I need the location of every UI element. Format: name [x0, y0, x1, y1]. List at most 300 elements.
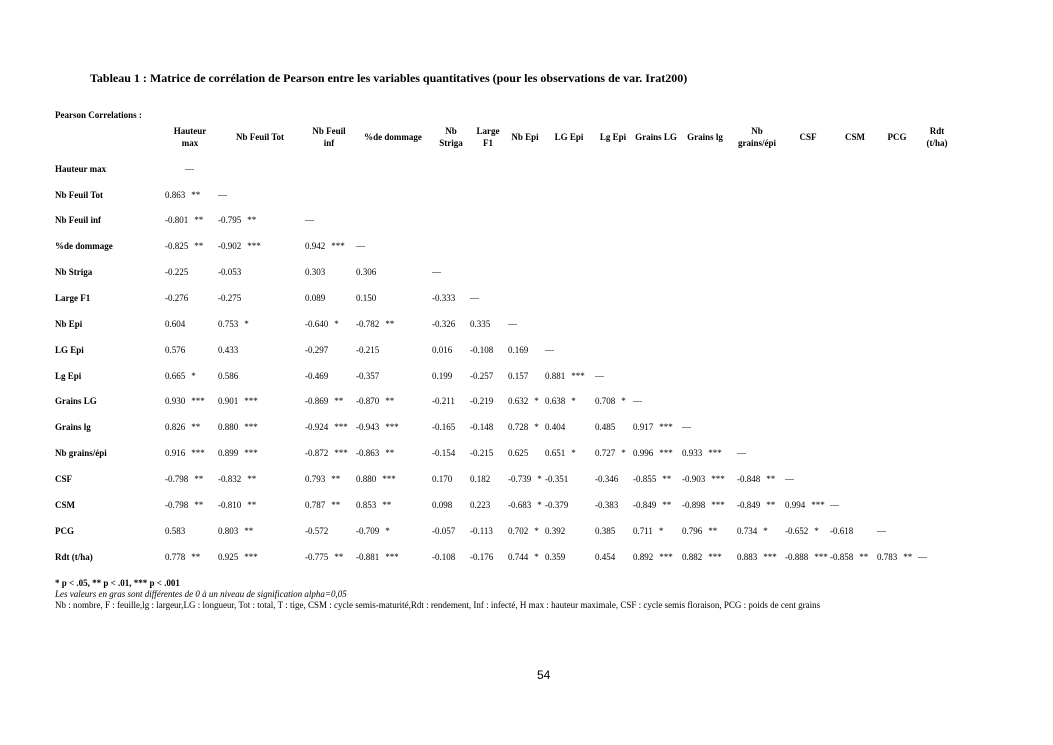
correlation-value: -0.898	[682, 500, 706, 510]
correlation-value: 0.882	[682, 552, 703, 562]
correlation-value: 0.916	[165, 448, 186, 458]
matrix-cell	[508, 526, 539, 536]
correlation-value: —	[737, 448, 746, 458]
correlation-value: -0.832	[218, 474, 242, 484]
column-header: Nb Striga	[439, 126, 463, 148]
correlation-value: —	[185, 164, 194, 174]
correlation-value: -0.346	[595, 474, 619, 484]
page-number: 54	[537, 668, 551, 682]
column-header: CSM	[845, 132, 865, 142]
matrix-cell	[633, 474, 671, 484]
significance-stars: *	[537, 500, 542, 510]
matrix-cell	[432, 371, 452, 381]
matrix-cell	[545, 396, 576, 406]
matrix-cell	[165, 345, 185, 355]
significance-stars: ***	[382, 474, 396, 484]
matrix-cell	[305, 500, 340, 510]
correlation-value: 0.778	[165, 552, 186, 562]
significance-stars: **	[903, 552, 913, 562]
correlation-value: 0.727	[595, 448, 616, 458]
correlation-value: 0.933	[682, 448, 703, 458]
matrix-cell	[633, 396, 642, 406]
matrix-cell	[218, 241, 261, 251]
significance-stars: ***	[659, 422, 673, 432]
matrix-cell	[218, 345, 238, 355]
matrix-cell	[633, 422, 673, 432]
correlation-value: -0.053	[218, 267, 242, 277]
correlation-value: -0.849	[737, 500, 761, 510]
correlation-value: —	[356, 241, 365, 251]
correlation-value: -0.798	[165, 500, 189, 510]
correlation-value: -0.801	[165, 215, 189, 225]
matrix-cell	[737, 526, 768, 536]
matrix-cell	[595, 500, 618, 510]
significance-stars: ***	[244, 552, 258, 562]
correlation-value: -0.326	[432, 319, 456, 329]
matrix-cell	[508, 371, 528, 381]
correlation-value: 0.359	[545, 552, 566, 562]
matrix-cell	[218, 319, 249, 329]
significance-stars: **	[385, 396, 395, 406]
matrix-cell	[545, 448, 576, 458]
significance-stars: ***	[385, 422, 399, 432]
column-header: Lg Epi	[599, 132, 627, 142]
significance-stars: **	[194, 500, 204, 510]
correlation-value: 0.901	[218, 396, 239, 406]
correlation-value: -0.782	[356, 319, 380, 329]
significance-stars: **	[194, 215, 204, 225]
matrix-cell	[595, 422, 615, 432]
matrix-cell	[432, 500, 452, 510]
bold-values-note: Les valeurs en gras sont différentes de 0 à un niveau de signification alpha=0,05	[55, 589, 347, 599]
matrix-cell	[545, 345, 554, 355]
matrix-cell	[633, 500, 671, 510]
matrix-cell	[305, 526, 328, 536]
matrix-cell	[682, 500, 725, 510]
significance-stars: *	[534, 552, 539, 562]
correlation-value: -0.739	[508, 474, 532, 484]
correlation-value: -0.640	[305, 319, 329, 329]
matrix-cell	[682, 526, 717, 536]
matrix-cell	[830, 500, 839, 510]
correlation-value: -0.869	[305, 396, 329, 406]
correlation-value: 0.925	[218, 552, 239, 562]
correlation-value: —	[682, 422, 691, 432]
correlation-value: 0.169	[508, 345, 529, 355]
correlation-value: -0.652	[785, 526, 809, 536]
matrix-cell	[165, 526, 185, 536]
matrix-cell	[165, 552, 200, 562]
correlation-value: -0.709	[356, 526, 380, 536]
matrix-cell	[432, 552, 455, 562]
correlation-value: 0.942	[305, 241, 326, 251]
correlation-value: 0.485	[595, 422, 616, 432]
matrix-cell	[218, 267, 241, 277]
significance-stars: ***	[334, 448, 348, 458]
significance-stars: **	[334, 396, 344, 406]
section-label: Pearson Correlations :	[55, 110, 142, 120]
matrix-cell	[545, 526, 565, 536]
row-label: Nb grains/épi	[55, 448, 107, 458]
correlation-value: -0.276	[165, 293, 189, 303]
significance-stars: ***	[814, 552, 828, 562]
matrix-cell	[432, 345, 452, 355]
matrix-cell	[356, 345, 379, 355]
matrix-cell	[877, 526, 886, 536]
matrix-cell	[165, 267, 188, 277]
column-header: Rdt (t/ha)	[926, 126, 948, 148]
significance-stars: *	[571, 448, 576, 458]
column-header: Nb Feuil inf	[312, 126, 346, 148]
significance-stars: *	[534, 422, 539, 432]
matrix-cell	[165, 293, 188, 303]
matrix-cell	[305, 267, 325, 277]
matrix-cell	[633, 448, 673, 458]
matrix-cell	[595, 448, 626, 458]
correlation-value: —	[830, 500, 839, 510]
row-label: Large F1	[55, 293, 91, 303]
matrix-cell	[165, 241, 203, 251]
significance-stars: **	[244, 526, 254, 536]
matrix-cell	[682, 448, 722, 458]
matrix-cell	[830, 526, 853, 536]
correlation-value: -0.618	[830, 526, 854, 536]
matrix-cell	[165, 500, 203, 510]
significance-stars: **	[766, 500, 776, 510]
matrix-cell	[305, 345, 328, 355]
matrix-cell	[470, 552, 493, 562]
correlation-value: 0.930	[165, 396, 186, 406]
significance-stars: ***	[711, 500, 725, 510]
correlation-value: 0.604	[165, 319, 186, 329]
correlation-value: -0.902	[218, 241, 242, 251]
matrix-cell	[470, 448, 493, 458]
matrix-cell	[470, 422, 493, 432]
matrix-cell	[165, 319, 185, 329]
matrix-cell	[785, 474, 794, 484]
matrix-cell	[432, 267, 441, 277]
correlation-value: -0.775	[305, 552, 329, 562]
matrix-cell	[165, 215, 203, 225]
correlation-value: 0.708	[595, 396, 616, 406]
matrix-cell	[305, 422, 348, 432]
significance-stars: **	[859, 552, 869, 562]
matrix-cell	[633, 526, 663, 536]
matrix-cell	[305, 552, 343, 562]
matrix-cell	[305, 293, 325, 303]
matrix-cell	[785, 500, 825, 510]
correlation-value: 0.016	[432, 345, 453, 355]
significance-stars: ***	[763, 552, 777, 562]
correlation-value: -0.379	[545, 500, 569, 510]
matrix-cell	[508, 345, 528, 355]
correlation-value: 0.853	[356, 500, 377, 510]
matrix-cell	[165, 448, 205, 458]
significance-stars: ***	[571, 371, 585, 381]
correlation-value: —	[785, 474, 794, 484]
matrix-cell	[218, 293, 241, 303]
correlation-value: -0.257	[470, 371, 494, 381]
matrix-cell	[218, 448, 258, 458]
significance-stars: ***	[191, 396, 205, 406]
matrix-cell	[470, 319, 490, 329]
significance-stars: **	[382, 500, 392, 510]
matrix-cell	[595, 526, 615, 536]
matrix-cell	[218, 422, 258, 432]
correlation-value: -0.683	[508, 500, 532, 510]
correlation-value: 0.303	[305, 267, 326, 277]
matrix-cell	[545, 422, 565, 432]
correlation-value: 0.880	[218, 422, 239, 432]
matrix-cell	[545, 474, 568, 484]
significance-stars: ***	[244, 396, 258, 406]
correlation-value: 0.728	[508, 422, 529, 432]
matrix-cell	[737, 474, 775, 484]
significance-stars: **	[191, 422, 201, 432]
matrix-cell	[918, 552, 927, 562]
correlation-value: 0.586	[218, 371, 239, 381]
correlation-value: -0.215	[356, 345, 380, 355]
row-label: %de dommage	[55, 241, 113, 251]
correlation-value: -0.858	[830, 552, 854, 562]
correlation-value: —	[918, 552, 927, 562]
matrix-cell	[470, 474, 490, 484]
matrix-cell	[218, 190, 227, 200]
correlation-value: -0.297	[305, 345, 329, 355]
matrix-cell	[305, 474, 340, 484]
correlation-value: 0.223	[470, 500, 491, 510]
matrix-cell	[165, 190, 200, 200]
row-label: Nb Feuil Tot	[55, 190, 104, 200]
correlation-value: 0.744	[508, 552, 529, 562]
significance-stars: *	[191, 371, 196, 381]
matrix-cell	[356, 396, 394, 406]
correlation-value: 0.711	[633, 526, 653, 536]
matrix-cell	[737, 552, 777, 562]
significance-stars: ***	[244, 422, 258, 432]
matrix-cell	[595, 474, 618, 484]
correlation-value: -0.798	[165, 474, 189, 484]
correlation-value: -0.943	[356, 422, 380, 432]
matrix-cell	[356, 293, 376, 303]
correlation-value: 0.826	[165, 422, 186, 432]
correlation-value: 0.753	[218, 319, 239, 329]
matrix-cell	[218, 526, 253, 536]
correlation-value: —	[432, 267, 441, 277]
matrix-cell	[432, 474, 452, 484]
correlation-value: -0.108	[470, 345, 494, 355]
correlation-value: -0.108	[432, 552, 456, 562]
significance-stars: **	[385, 319, 395, 329]
matrix-cell	[508, 552, 539, 562]
correlation-value: 0.787	[305, 500, 326, 510]
correlation-value: -0.795	[218, 215, 242, 225]
significance-stars: **	[708, 526, 718, 536]
correlation-value: -0.215	[470, 448, 494, 458]
correlation-value: —	[633, 396, 642, 406]
matrix-cell	[356, 422, 399, 432]
correlation-value: 0.638	[545, 396, 566, 406]
matrix-cell	[305, 371, 328, 381]
significance-stars: ***	[385, 552, 399, 562]
significance-stars: ***	[247, 241, 261, 251]
significance-stars: **	[334, 552, 344, 562]
matrix-cell	[737, 500, 775, 510]
significance-stars: **	[247, 500, 257, 510]
matrix-cell	[595, 371, 604, 381]
correlation-value: -0.057	[432, 526, 456, 536]
correlation-value: 0.306	[356, 267, 377, 277]
correlation-value: 0.783	[877, 552, 898, 562]
table-notes	[55, 578, 820, 611]
correlation-value: 0.881	[545, 371, 566, 381]
row-label: CSF	[55, 474, 73, 484]
matrix-cell	[218, 371, 238, 381]
significance-stars: **	[662, 500, 672, 510]
matrix-cell	[356, 241, 365, 251]
correlation-value: 0.454	[595, 552, 616, 562]
correlation-value: -0.572	[305, 526, 329, 536]
row-label: LG Epi	[55, 345, 84, 355]
column-header: Nb Epi	[511, 132, 539, 142]
correlation-value: 0.625	[508, 448, 529, 458]
correlation-value: —	[508, 319, 517, 329]
correlation-value: 0.632	[508, 396, 529, 406]
matrix-cell	[633, 552, 673, 562]
matrix-cell	[432, 526, 455, 536]
matrix-cell	[432, 448, 455, 458]
row-label: Hauteur max	[55, 164, 107, 174]
correlation-value: —	[470, 293, 479, 303]
significance-stars: ***	[811, 500, 825, 510]
significance-stars: **	[385, 448, 395, 458]
matrix-cell	[356, 319, 394, 329]
significance-stars: ***	[191, 448, 205, 458]
significance-stars: *	[658, 526, 664, 536]
matrix-cell	[218, 500, 256, 510]
matrix-cell	[508, 448, 528, 458]
matrix-cell	[356, 371, 379, 381]
matrix-cell	[356, 474, 396, 484]
column-header: CSF	[799, 132, 817, 142]
matrix-cell	[470, 371, 493, 381]
row-label: Grains LG	[55, 396, 97, 406]
row-label: Nb Feuil inf	[55, 215, 102, 225]
matrix-cell	[508, 422, 539, 432]
correlation-value: 0.892	[633, 552, 654, 562]
matrix-cell	[508, 396, 539, 406]
row-label: PCG	[55, 526, 74, 536]
correlation-value: 0.182	[470, 474, 491, 484]
correlation-value: 0.917	[633, 422, 654, 432]
significance-stars: *	[814, 526, 819, 536]
correlation-value: -0.154	[432, 448, 456, 458]
column-header: Nb Feuil Tot	[235, 132, 285, 142]
correlation-value: -0.357	[356, 371, 380, 381]
matrix-cell	[877, 552, 912, 562]
correlation-value: -0.165	[432, 422, 456, 432]
significance-stars: ***	[659, 448, 673, 458]
significance-stars: ***	[334, 422, 348, 432]
matrix-cell	[305, 241, 345, 251]
correlation-value: -0.848	[737, 474, 761, 484]
matrix-cell	[218, 396, 258, 406]
matrix-cell	[508, 319, 517, 329]
matrix-cell	[830, 552, 868, 562]
column-header: %de dommage	[364, 132, 422, 142]
matrix-cell	[785, 552, 828, 562]
matrix-cell	[508, 500, 542, 510]
significance-stars: *	[571, 396, 576, 406]
correlation-value: -0.881	[356, 552, 380, 562]
matrix-cell	[432, 422, 455, 432]
significance-stars: ***	[708, 448, 722, 458]
correlation-value: 0.994	[785, 500, 806, 510]
correlation-value: 0.899	[218, 448, 239, 458]
significance-stars: **	[191, 552, 201, 562]
correlation-value: 0.433	[218, 345, 239, 355]
correlation-value: 0.392	[545, 526, 566, 536]
correlation-value: -0.825	[165, 241, 189, 251]
matrix-cell	[356, 500, 391, 510]
matrix-cell	[432, 293, 455, 303]
column-header: Large F1	[476, 126, 500, 148]
matrix-cell	[682, 474, 725, 484]
matrix-cell	[356, 526, 390, 536]
correlation-value: —	[305, 215, 314, 225]
correlation-value: 0.734	[737, 526, 758, 536]
correlation-value: -0.855	[633, 474, 657, 484]
matrix-cell	[218, 215, 256, 225]
matrix-cell	[165, 371, 196, 381]
correlation-value: -0.810	[218, 500, 242, 510]
significance-stars: **	[331, 500, 341, 510]
correlation-value: -0.870	[356, 396, 380, 406]
matrix-cell	[545, 500, 568, 510]
table-title: Tableau 1 : Matrice de corrélation de Pearson entre les variables quantitatives (pour les observations de var. Irat200)	[90, 71, 688, 85]
significance-stars: **	[331, 474, 341, 484]
matrix-cell	[470, 500, 490, 510]
significance-stars: ***	[711, 474, 725, 484]
correlation-value: 0.863	[165, 190, 186, 200]
significance-stars: **	[247, 474, 257, 484]
significance-stars: ***	[659, 552, 673, 562]
matrix-cell	[682, 422, 691, 432]
correlation-value: -0.469	[305, 371, 329, 381]
correlation-value: -0.219	[470, 396, 494, 406]
significance-stars: ***	[244, 448, 258, 458]
significance-stars: **	[194, 474, 204, 484]
matrix-cell	[470, 345, 493, 355]
correlation-value: 0.583	[165, 526, 186, 536]
matrix-cell	[595, 552, 615, 562]
matrix-cell	[432, 319, 455, 329]
correlation-value: 0.150	[356, 293, 377, 303]
correlation-value: 0.385	[595, 526, 616, 536]
significance-stars: **	[247, 215, 257, 225]
significance-stars: **	[191, 190, 201, 200]
correlation-value: -0.872	[305, 448, 329, 458]
correlation-value: —	[545, 345, 554, 355]
significance-stars: *	[334, 319, 339, 329]
significance-stars: *	[621, 448, 626, 458]
significance-stars: *	[537, 474, 542, 484]
correlation-value: 0.089	[305, 293, 326, 303]
abbreviations-note: Nb : nombre, F : feuille,lg : largeur,LG : longueur, Tot : total, T : tige, CSM : cycle semis-maturité,Rdt : rendement, Inf : infecté, H max : hauteur maximale, CSF : cycle semis floraison, PCG : poids de cent grains	[55, 600, 821, 610]
correlation-value: -0.351	[545, 474, 569, 484]
correlation-value: -0.113	[470, 526, 493, 536]
matrix-cell	[356, 267, 376, 277]
